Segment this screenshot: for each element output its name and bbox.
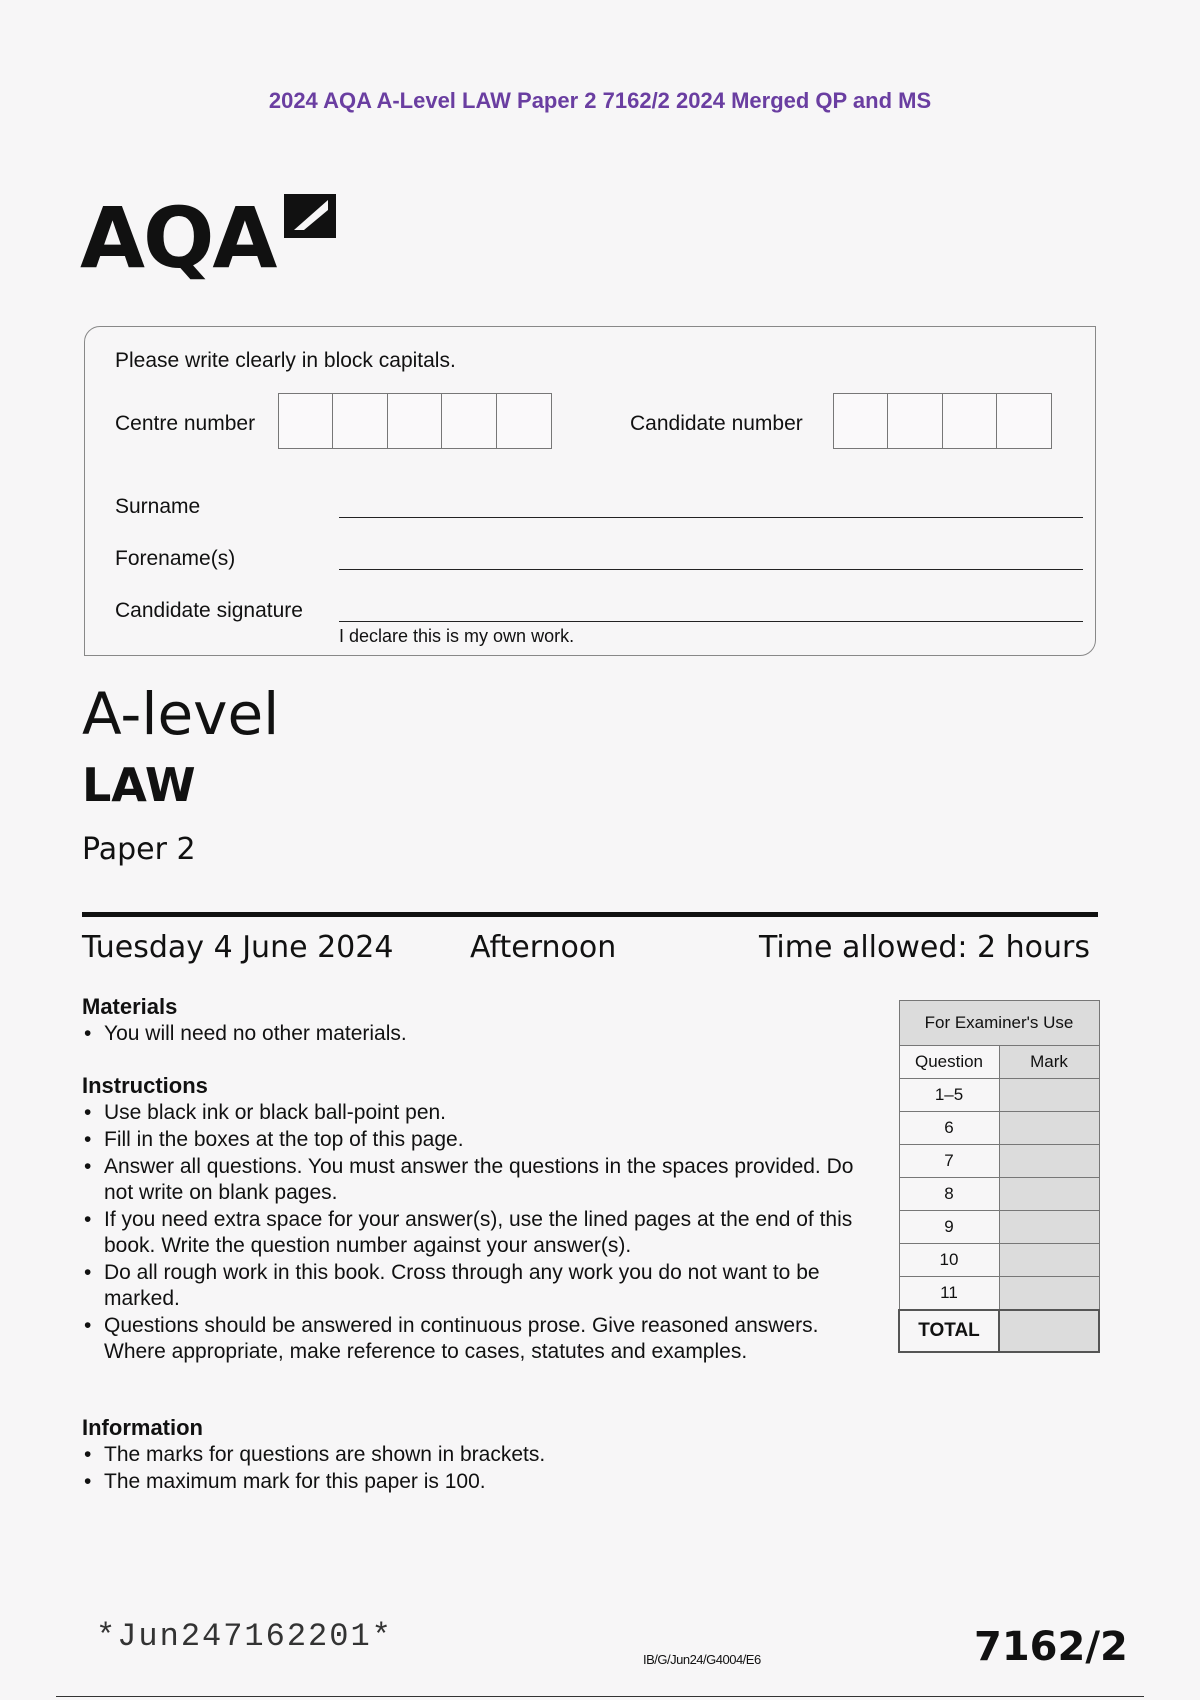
centre-number-box[interactable] [387, 393, 443, 449]
question-column-header: Question [899, 1046, 999, 1079]
instructions-heading: Instructions [82, 1073, 208, 1098]
forename-field[interactable] [339, 569, 1083, 570]
qualification-title: A-level [82, 680, 280, 748]
examiner-table-title: For Examiner's Use [899, 1001, 1099, 1046]
question-cell: 11 [899, 1277, 999, 1311]
document-reference: IB/G/Jun24/G4004/E6 [643, 1652, 761, 1667]
footer-divider [56, 1696, 1144, 1697]
centre-number-box[interactable] [278, 393, 334, 449]
surname-field[interactable] [339, 517, 1083, 518]
examiner-use-table [898, 1000, 1100, 1353]
signature-field[interactable] [339, 621, 1083, 622]
mark-cell [999, 1277, 1099, 1311]
candidate-number-boxes [834, 393, 1052, 449]
question-cell: 10 [899, 1244, 999, 1277]
instructions-list [82, 1100, 862, 1366]
block-capitals-instruction: Please write clearly in block capitals. [115, 349, 456, 372]
barcode-text: *Jun247162201* [96, 1618, 393, 1655]
section-divider [82, 912, 1098, 917]
candidate-details-box [84, 326, 1096, 656]
centre-number-label: Centre number [115, 412, 256, 435]
materials-heading: Materials [82, 994, 178, 1019]
document-banner: 2024 AQA A-Level LAW Paper 2 7162/2 2024 Merged QP and MS [268, 88, 932, 113]
signature-label: Candidate signature [115, 599, 303, 622]
candidate-number-box[interactable] [942, 393, 998, 449]
question-cell: 9 [899, 1211, 999, 1244]
aqa-logo-text: AQA [80, 189, 276, 287]
exam-session: Afternoon [470, 930, 617, 965]
list-item: • If you need extra space for your answer(s), use the lined pages at the end of this book. Write the question number against your answer(s). [82, 1207, 862, 1259]
list-item: • The maximum mark for this paper is 100. [82, 1469, 862, 1495]
candidate-number-box[interactable] [996, 393, 1052, 449]
candidate-number-label: Candidate number [630, 412, 803, 435]
total-label: TOTAL [899, 1310, 999, 1352]
exam-date: Tuesday 4 June 2024 [82, 930, 394, 965]
table-row [899, 1145, 1099, 1178]
list-item: • Answer all questions. You must answer the questions in the spaces provided. Do not write on blank pages. [82, 1154, 862, 1206]
candidate-number-box[interactable] [887, 393, 943, 449]
declaration-text: I declare this is my own work. [339, 626, 575, 646]
paper-title: Paper 2 [82, 832, 196, 867]
time-allowed: Time allowed: 2 hours [758, 930, 1090, 965]
aqa-logo [80, 188, 400, 288]
aqa-logo-mark-icon [280, 188, 340, 248]
question-cell: 1–5 [899, 1079, 999, 1112]
centre-number-box[interactable] [332, 393, 388, 449]
total-row [899, 1310, 1099, 1352]
list-item: • The marks for questions are shown in brackets. [82, 1442, 862, 1468]
centre-number-box[interactable] [496, 393, 552, 449]
list-item: • Use black ink or black ball-point pen. [82, 1100, 862, 1126]
surname-label: Surname [115, 495, 201, 518]
list-item: • Questions should be answered in continuous prose. Give reasoned answers. Where appropriate, make reference to cases, statutes and examples. [82, 1313, 862, 1365]
list-item: • Do all rough work in this book. Cross through any work you do not want to be marked. [82, 1260, 862, 1312]
table-row [899, 1079, 1099, 1112]
list-item: • You will need no other materials. [82, 1021, 862, 1047]
question-cell: 6 [899, 1112, 999, 1145]
information-list [82, 1442, 862, 1496]
forename-label: Forename(s) [115, 547, 236, 570]
mark-cell [999, 1145, 1099, 1178]
subject-title: LAW [82, 758, 196, 812]
list-item: • Fill in the boxes at the top of this page. [82, 1127, 862, 1153]
table-row [899, 1211, 1099, 1244]
mark-column-header: Mark [999, 1046, 1099, 1079]
mark-cell [999, 1211, 1099, 1244]
table-row [899, 1178, 1099, 1211]
table-row [899, 1277, 1099, 1311]
question-cell: 8 [899, 1178, 999, 1211]
mark-cell [999, 1244, 1099, 1277]
mark-cell [999, 1079, 1099, 1112]
centre-number-boxes [279, 393, 552, 449]
materials-list [82, 1021, 862, 1048]
table-row [899, 1112, 1099, 1145]
mark-cell [999, 1112, 1099, 1145]
centre-number-box[interactable] [441, 393, 497, 449]
information-heading: Information [82, 1415, 203, 1440]
table-row [899, 1244, 1099, 1277]
paper-code: 7162/2 [974, 1624, 1128, 1670]
total-mark-cell [999, 1310, 1099, 1352]
question-cell: 7 [899, 1145, 999, 1178]
candidate-number-box[interactable] [833, 393, 889, 449]
mark-cell [999, 1178, 1099, 1211]
